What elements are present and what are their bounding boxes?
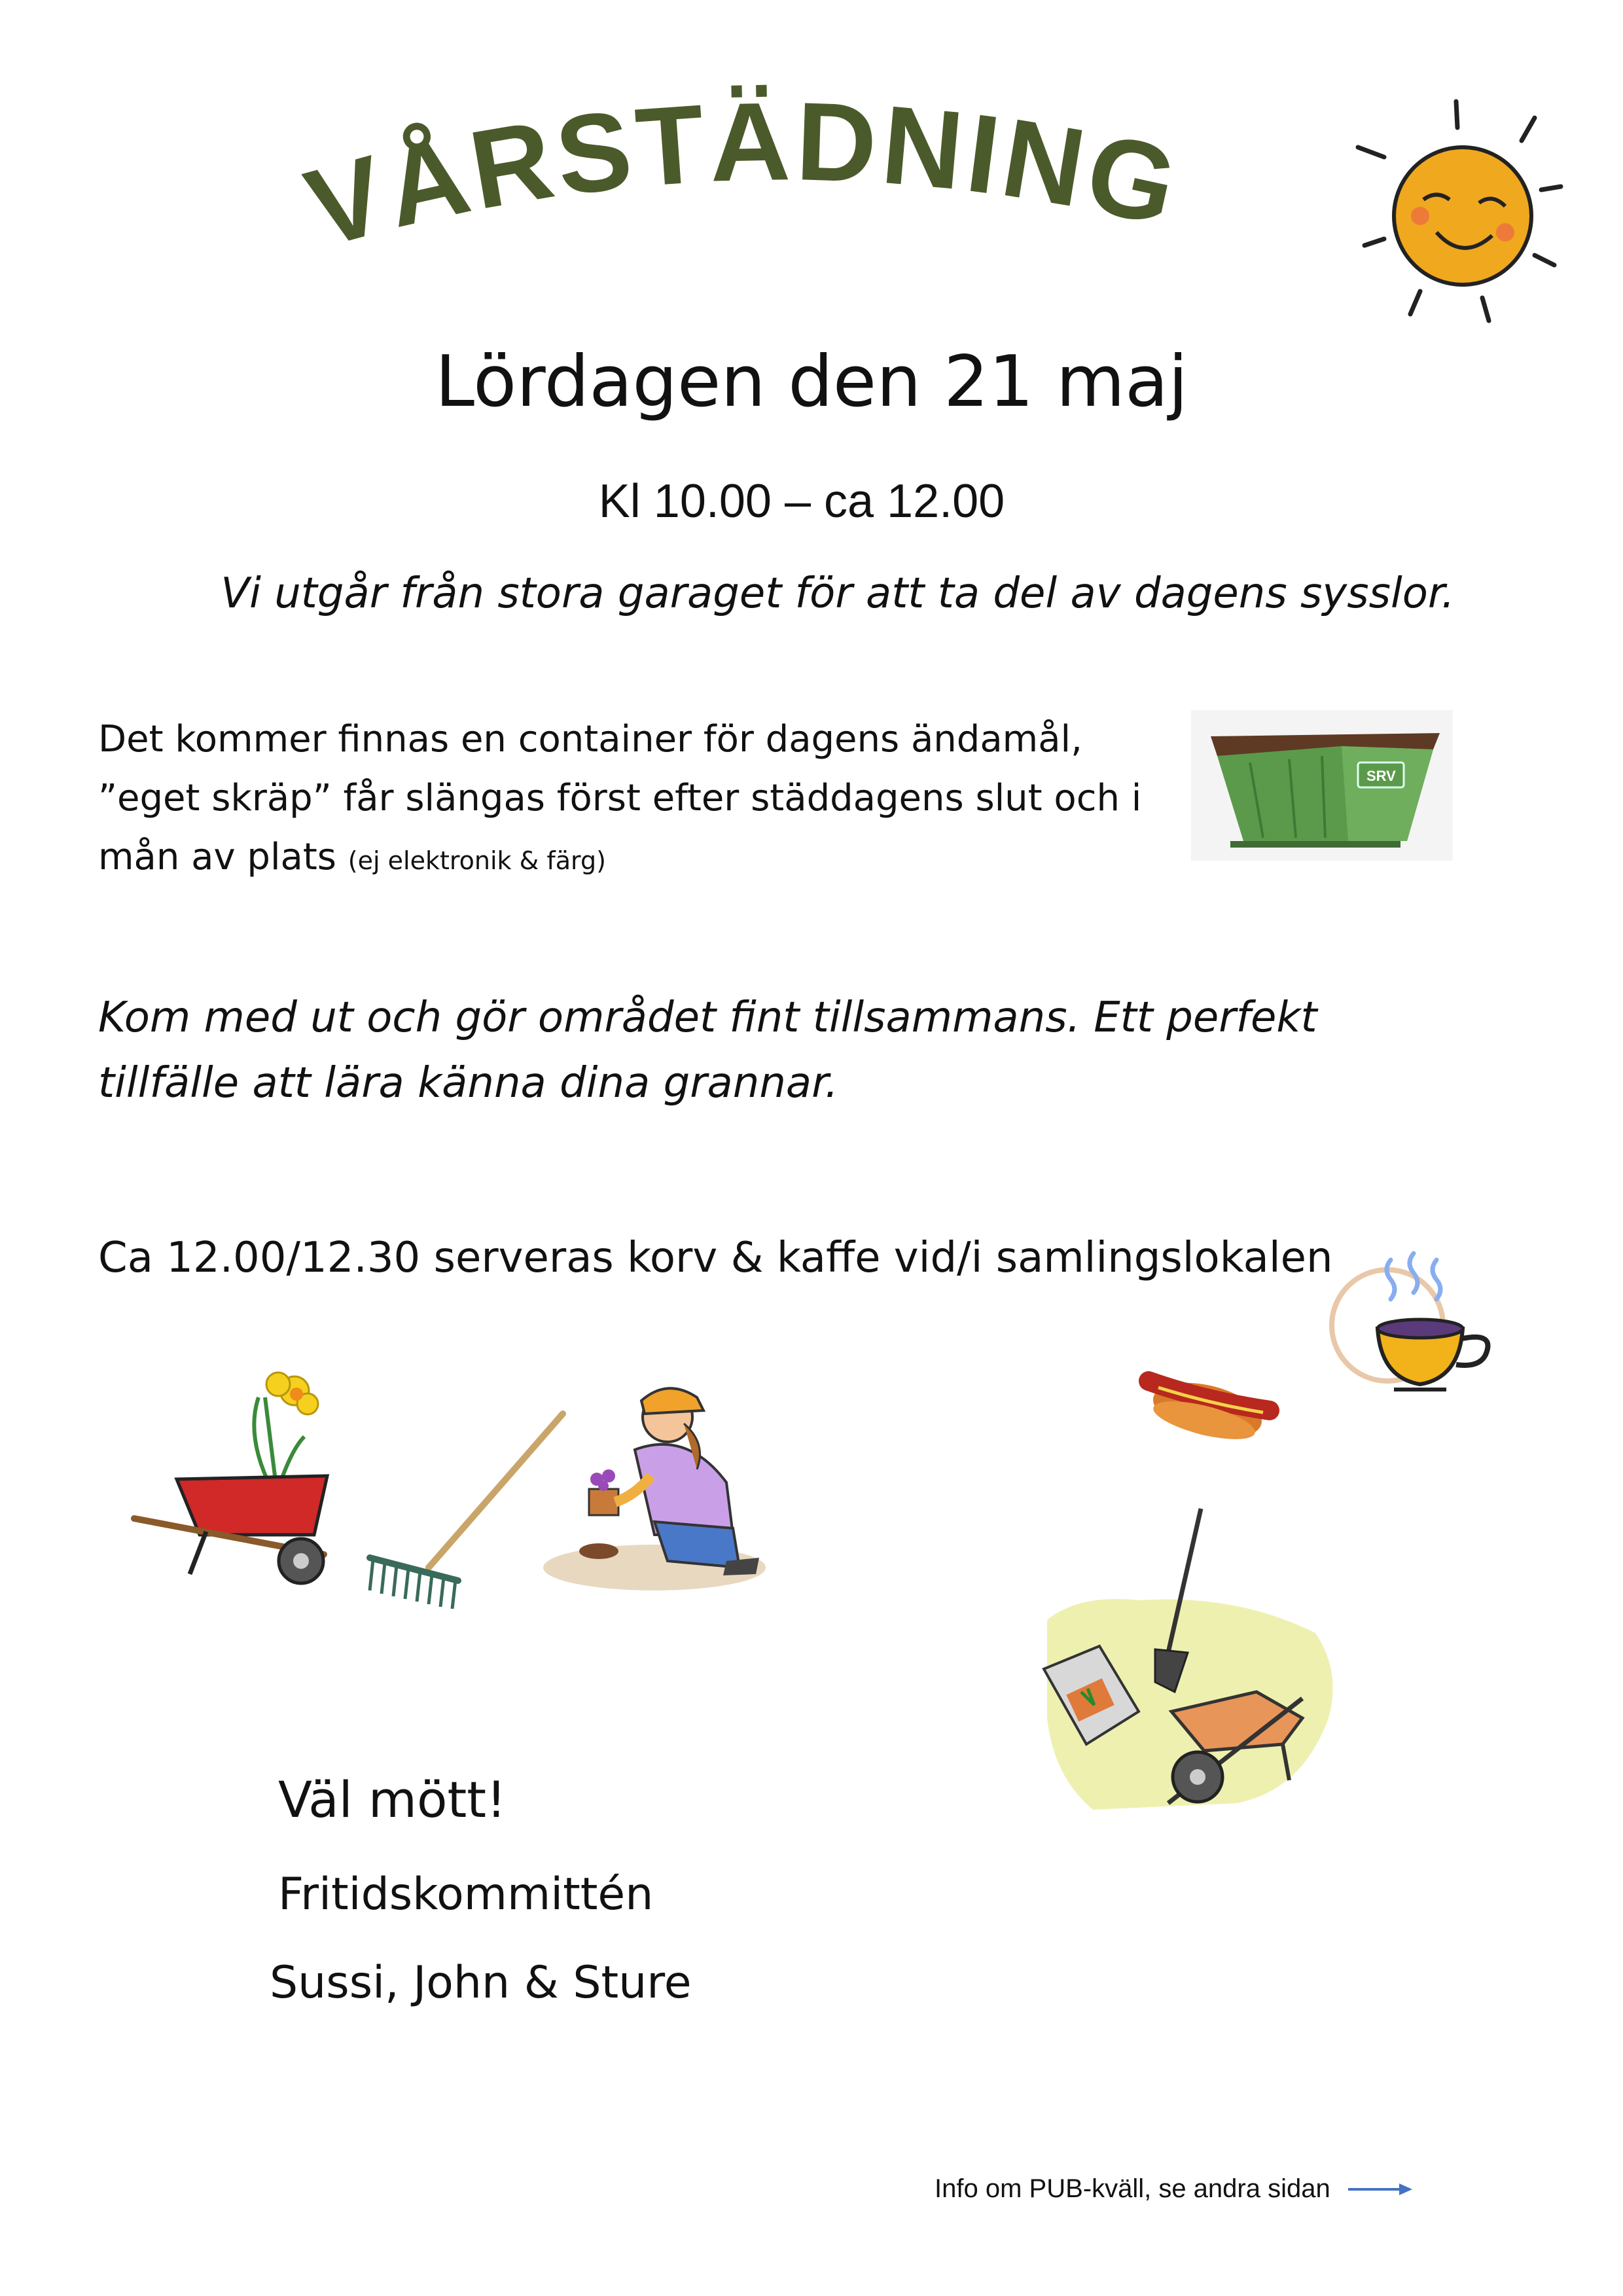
organizer-names: Sussi, John & Sture [270,1957,692,2009]
arrow-right-icon [1348,2179,1414,2199]
title-text: VÅRSTÄDNING [294,79,1191,272]
event-time: Kl 10.00 – ca 12.00 [598,475,1005,528]
container-info [98,710,1171,890]
garden-tools-icon [1041,1502,1355,1816]
container-info-text: Det kommer finnas en container för dagens ändamål, ”eget skräp” får slängas först efter städdagens slut och i mån av plats [98,718,1142,878]
container-brand: SRV [1366,768,1396,784]
intro-text: Vi utgår från stora garaget för att ta del av dagens sysslor. [221,569,1455,618]
event-date: Lördagen den 21 maj [435,341,1188,423]
sun-icon [1345,88,1580,331]
committee-name: Fritidskommittén [278,1869,654,1920]
community-text: Kom med ut och gör området fint tillsammans. Ett perfekt tillfälle att lära känna dina grannar. [98,994,1317,1107]
page-title [294,79,1315,281]
wheelbarrow-flower-icon [128,1358,344,1594]
food-text: Ca 12.00/12.30 serveras korv & kaffe vid/i samlingslokalen [98,1234,1333,1282]
coffee-cup-icon [1329,1247,1505,1404]
gardener-icon [537,1371,772,1594]
welcome-text: Väl mött! [278,1770,507,1829]
container-note: (ej elektronik & färg) [348,846,606,875]
svg-text:VÅRSTÄDNING [294,79,1191,272]
hotdog-icon [1139,1355,1283,1453]
container-icon [1191,710,1453,861]
footer-note: Info om PUB-kväll, se andra sidan [935,2174,1330,2203]
